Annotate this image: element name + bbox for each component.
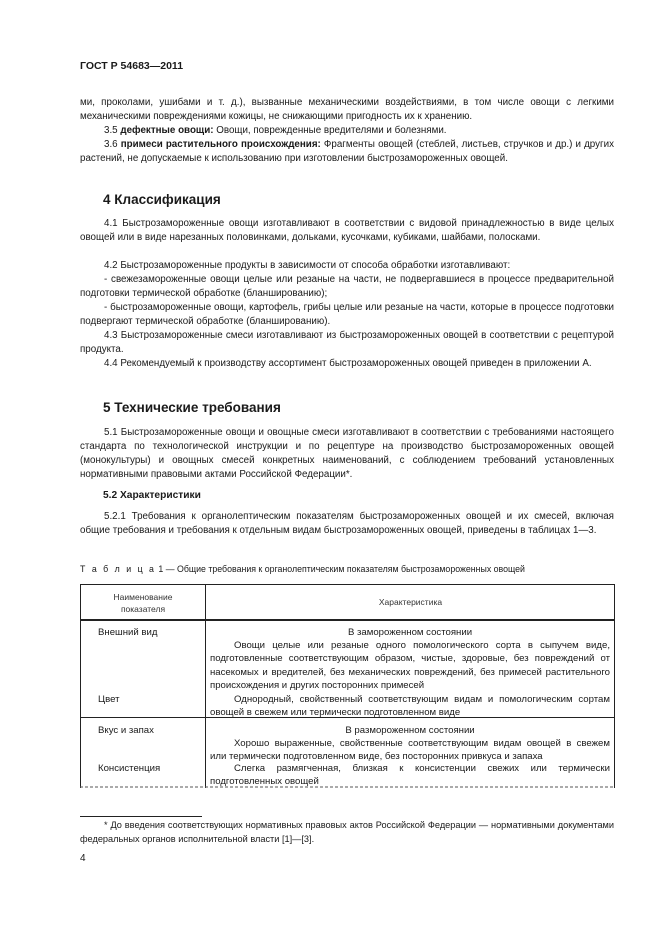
row-appearance-name: Внешний вид [98,627,158,638]
table-1 [80,584,615,788]
paragraph-3-6-text: Фрагменты овощей (стеблей, листьев, стручков и др.) и других растений, не допускаемые к использованию при изготовлении быстрозамороженных овощей. [80,139,614,164]
row-color-text: Однородный, свойственный соответствующим видам и помологическим сортам овощей в свежем или термически подготовленном виде [210,694,610,719]
footnote: * До введения соответствующих нормативных правовых актов Российской Федерации — нормативными документами федеральных органов исполнительной власти [1]—[3]. [80,820,614,844]
group-frozen-title: В замороженном состоянии [347,627,473,638]
column-header-characteristic: Характеристика [378,597,443,607]
row-consistency-text: Слегка размягченная, близкая к консистенции свежих или термически подготовленных овощей [210,763,610,788]
column-header-indicator: Наименование показателя [113,592,173,614]
paragraph-4-2: 4.2 Быстрозамороженные продукты в зависимости от способа обработки изготавливают: [104,260,511,271]
paragraph-4-1: 4.1 Быстрозамороженные овощи изготавливают в соответствии с видовой принадлежностью в виде целых овощей или в виде нарезанных половинками, дольками, кусочками, кубиками, шайбами, полосками. [80,218,614,243]
paragraph-5-2-1: 5.2.1 Требования к органолептическим показателям быстрозамороженных овощей и их смесей, включая общие требования и требования к отдельным видам быстрозамороженных овощей, приведены в таблицах 1—3. [80,511,614,536]
paragraph-4-2-item-b: - быстрозамороженные овощи, картофель, грибы целые или резаные на части, которые в процессе подготовки подвергают термической обработке (бланшированию). [80,302,614,327]
paragraph-3-5-number: 3.5 [104,125,118,136]
paragraph-3-6-number: 3.6 [104,139,118,150]
row-consistency-name: Консистенция [98,763,161,774]
paragraph-4-4: 4.4 Рекомендуемый к производству ассортимент быстрозамороженных овощей приведен в приложении А. [104,358,592,369]
row-taste-name: Вкус и запах [98,725,154,736]
term-defective-vegetables: дефектные овощи: [120,125,214,136]
paragraph-4-2-item-a: - свежезамороженные овощи целые или резаные на части, не подвергавшиеся в процессе предварительной подготовки термической обработке (бланшированию); [80,274,614,299]
group-thawed-title: В размороженном состоянии [345,725,475,736]
paragraph-4-3: 4.3 Быстрозамороженные смеси изготавливают из быстрозамороженных овощей в соответствии с рецептурой продукта. [80,330,614,355]
paragraph-3-5 [80,124,614,138]
continuation-paragraph: ми, проколами, ушибами и т. д.), вызванные механическими воздействиями, в том числе овощи с легкими механическими повреждениями кожицы, не снижающими пригодность их к хранению. [80,97,614,122]
row-color-name: Цвет [98,694,120,705]
document-code-header: ГОСТ Р 54683—2011 [80,60,184,72]
paragraph-3-5-text: Овощи, поврежденные вредителями и болезнями. [216,125,447,136]
row-appearance-text: Овощи целые или резаные одного помологического сорта в сыпучем виде, подготовленные соответствующим образом, чистые, здоровые, без повреждений от насекомых и вредителей, без механических повреждений, без примесей растительного происхождения и других посторонних примесей [210,640,610,692]
subsection-5-2-heading: 5.2 Характеристики [103,490,201,501]
table-caption-label: Т а б л и ц а [80,564,156,574]
section-4-heading: 4 Классификация [103,192,221,207]
table-1-caption [80,564,525,574]
paragraph-3-6 [80,138,614,166]
section-5-heading: 5 Технические требования [103,400,281,415]
table-caption-text: 1 — Общие требования к органолептическим показателям быстрозамороженных овощей [155,564,525,574]
term-plant-impurities: примеси растительного происхождения: [120,139,321,150]
footnote-separator [80,816,202,817]
page-number: 4 [80,853,86,864]
paragraph-5-1: 5.1 Быстрозамороженные овощи и овощные смеси изготавливают в соответствии с требованиями настоящего стандарта по технологической инструкции и по рецептуре на производство быстрозамороженных овощей (монокультуры) и овощных смесей конкретных наименований, с соблюдением требований установленных нормативными правовыми актами Российской Федерации*. [80,427,614,480]
row-taste-text: Хорошо выраженные, свойственные соответствующим видам овощей в свежем или термически подготовленном виде, без посторонних привкуса и запаха [210,738,610,763]
